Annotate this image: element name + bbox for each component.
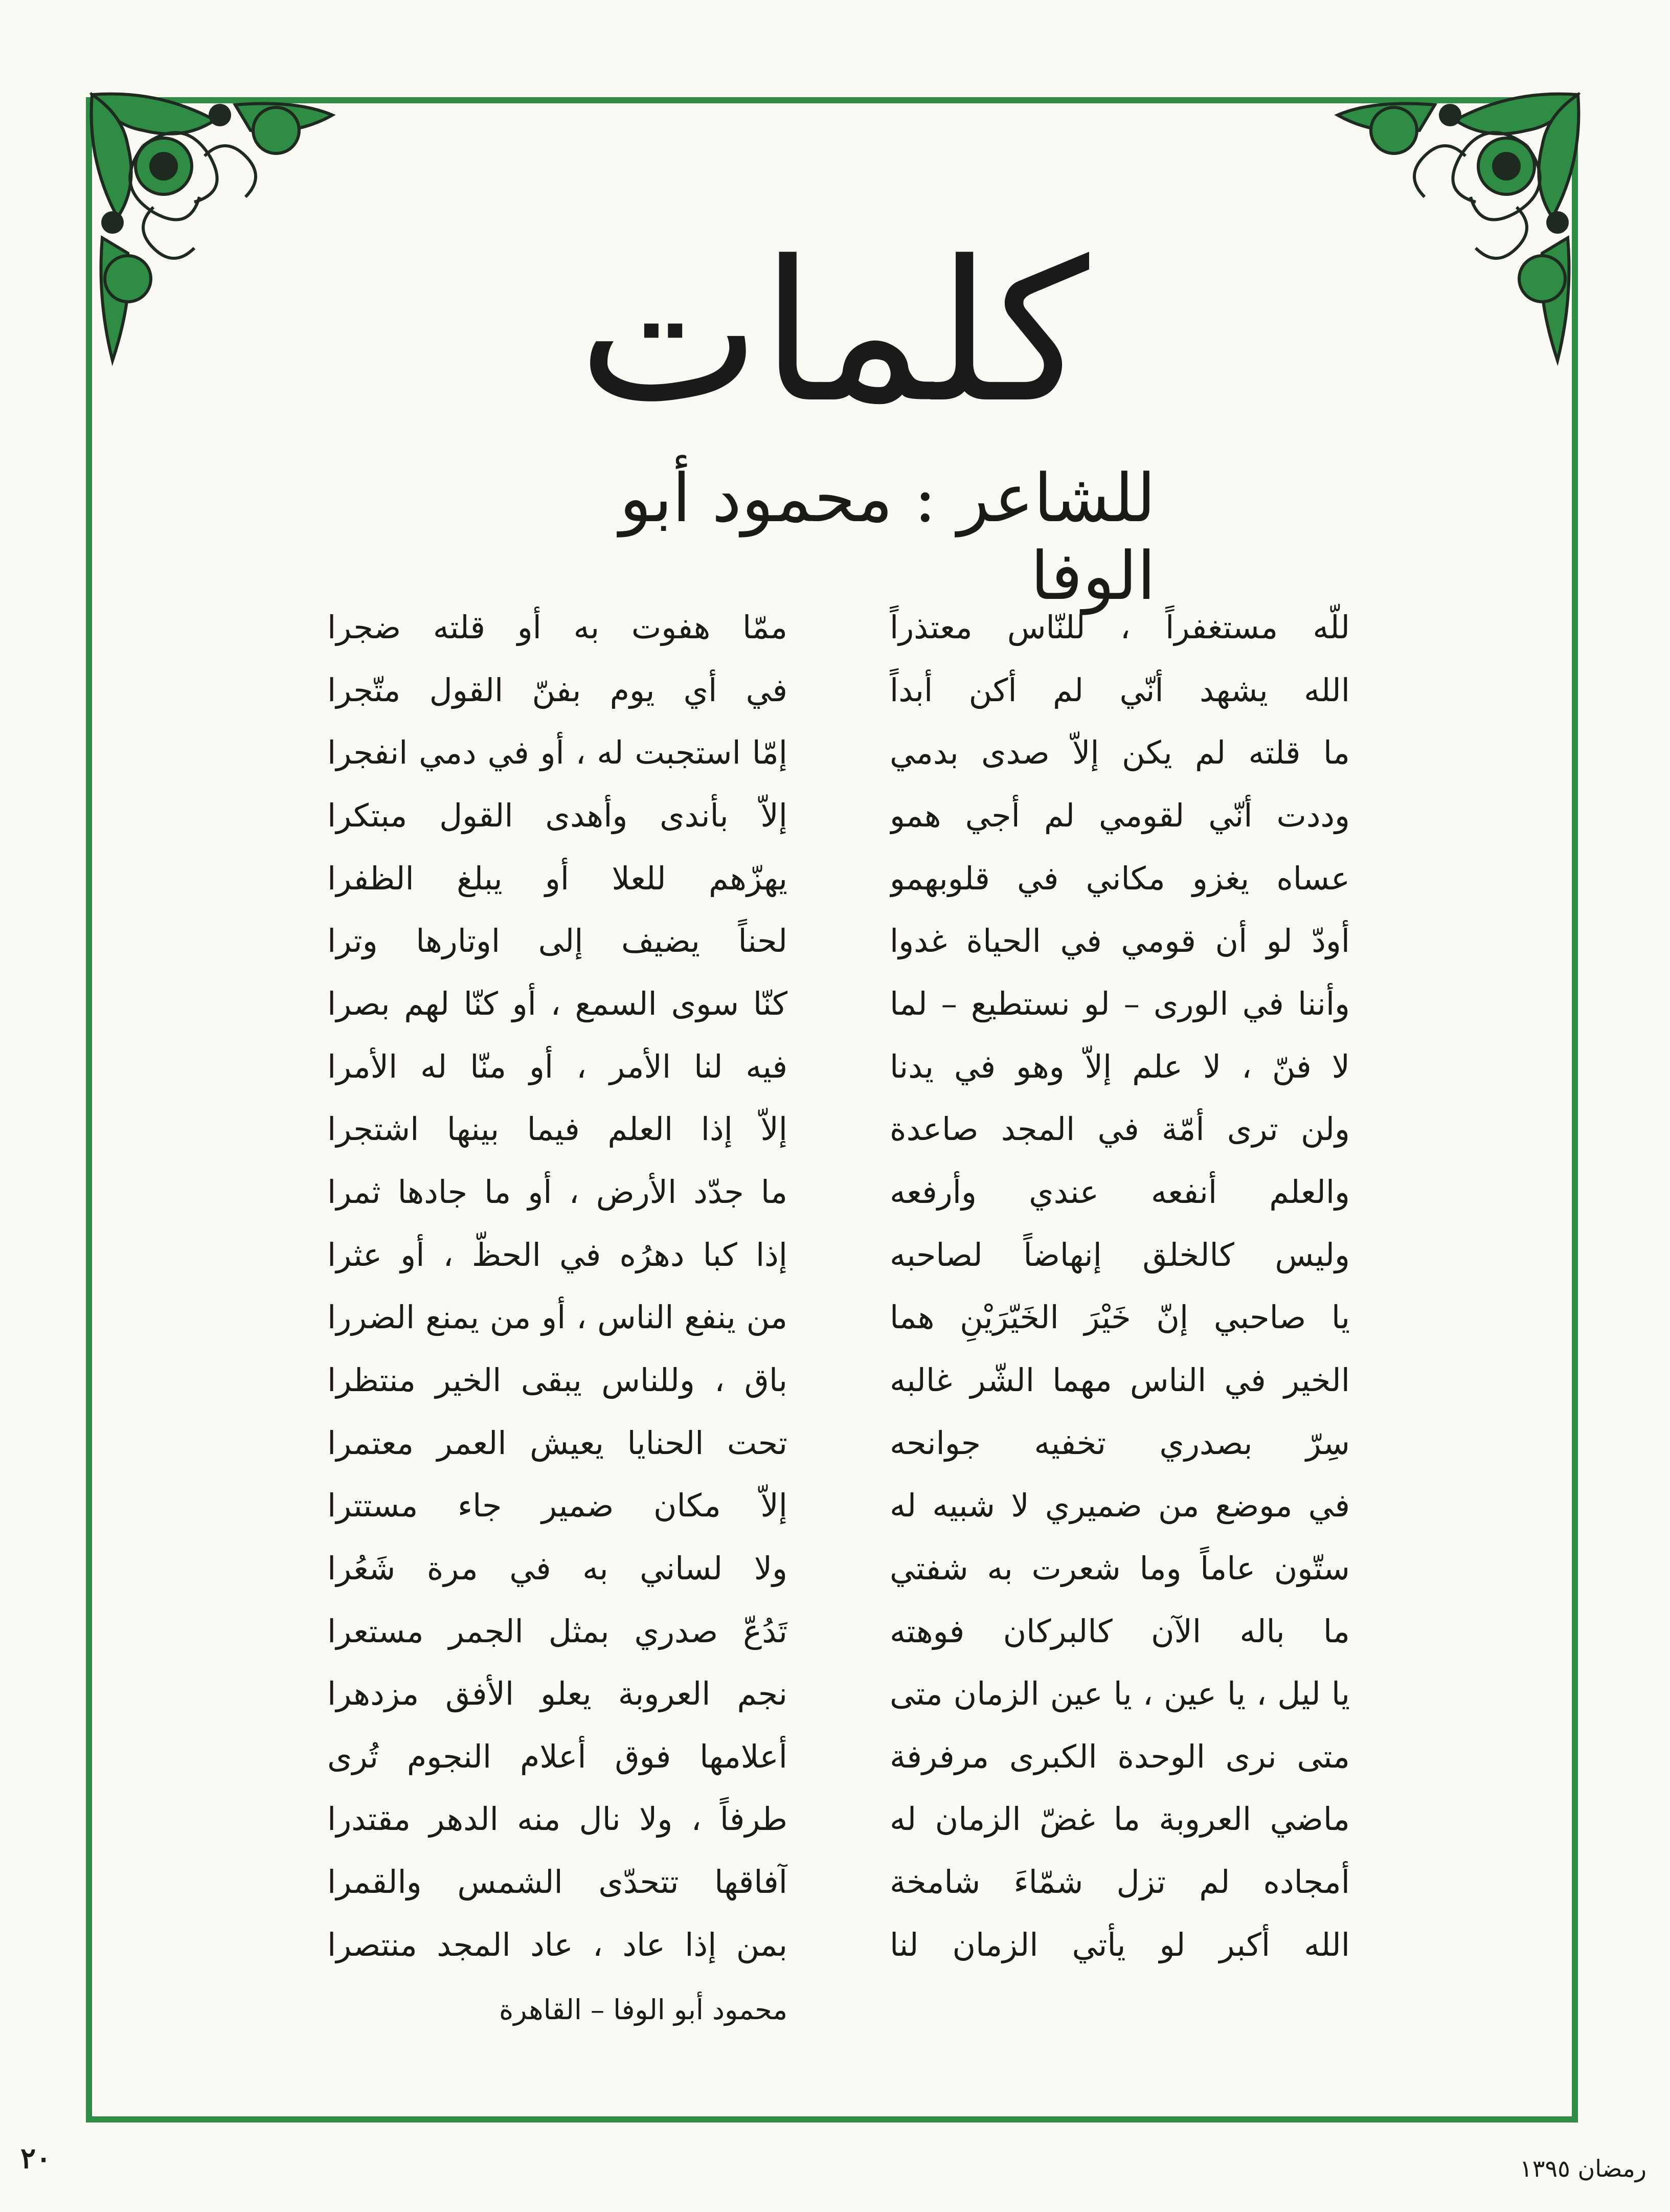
second-hemistich: تَدُعّ صدري بمثل الجمر مستعرا	[327, 1612, 787, 1650]
first-hemistich: للّه مستغفراً ، للنّاس معتذراً	[890, 609, 1350, 646]
floral-corner-ornament-left	[82, 84, 337, 371]
first-hemistich: الله يشهد أنّي لم أكن أبداً	[890, 671, 1350, 709]
second-hemistich: نجم العروبة يعلو الأفق مزدهرا	[327, 1675, 787, 1713]
second-hemistich: بمن إذا عاد ، عاد المجد منتصرا	[327, 1926, 787, 1963]
second-hemistich: آفاقها تتحدّى الشمس والقمرا	[327, 1863, 787, 1901]
second-hemistich: إلاّ مكان ضمير جاء مستترا	[327, 1487, 787, 1525]
poet-byline: للشاعر : محمود أبو الوفا	[619, 459, 1156, 615]
poet-signature: محمود أبو الوفا – القاهرة	[499, 1994, 787, 2026]
verse	[327, 664, 1350, 717]
first-hemistich: الخير في الناس مهما الشّر غالبه	[890, 1361, 1350, 1399]
first-hemistich: ما باله الآن كالبركان فوهته	[890, 1612, 1350, 1650]
floral-corner-ornament-right	[1333, 84, 1588, 371]
second-hemistich: ممّا هفوت به أو قلته ضجرا	[327, 609, 787, 646]
second-hemistich: إلاّ بأندى وأهدى القول مبتكرا	[327, 796, 787, 834]
verse	[327, 1542, 1350, 1595]
second-hemistich: أعلامها فوق أعلام النجوم تُرى	[327, 1737, 787, 1775]
second-hemistich: إلاّ إذا العلم فيما بينها اشتجرا	[327, 1110, 787, 1148]
verse	[327, 1417, 1350, 1470]
first-hemistich: الله أكبر لو يأتي الزمان لنا	[890, 1926, 1350, 1963]
second-hemistich: فيه لنا الأمر ، أو منّا له الأمرا	[327, 1047, 787, 1085]
second-hemistich: ما جدّد الأرض ، أو ما جادها ثمرا	[327, 1173, 787, 1211]
verse	[327, 1228, 1350, 1282]
verse	[327, 1103, 1350, 1156]
first-hemistich: لا فنّ ، لا علم إلاّ وهو في يدنا	[890, 1047, 1350, 1085]
second-hemistich: إذا كبا دهرُه في الحظّ ، أو عثرا	[327, 1236, 787, 1273]
verse	[327, 1354, 1350, 1407]
verse	[327, 1667, 1350, 1721]
verse	[327, 1040, 1350, 1093]
second-hemistich: لحناً يضيف إلى اوتارها وترا	[327, 922, 787, 960]
verse	[327, 1730, 1350, 1783]
first-hemistich: ماضي العروبة ما غضّ الزمان له	[890, 1800, 1350, 1838]
first-hemistich: ما قلته لم يكن إلاّ صدى بدمي	[890, 734, 1350, 772]
verse	[327, 1605, 1350, 1658]
verse	[327, 1918, 1350, 1972]
first-hemistich: أمجاده لم تزل شمّاءَ شامخة	[890, 1863, 1350, 1901]
second-hemistich: كنّا سوى السمع ، أو كنّا لهم بصرا	[327, 985, 787, 1022]
first-hemistich: أودّ لو أن قومي في الحياة غدوا	[890, 922, 1350, 960]
first-hemistich: يا ليل ، يا عين ، يا عين الزمان متى	[890, 1675, 1350, 1713]
first-hemistich: ولن ترى أمّة في المجد صاعدة	[890, 1110, 1350, 1148]
verse	[327, 1166, 1350, 1219]
second-hemistich: في أي يوم بفنّ القول متّجرا	[327, 671, 787, 709]
poem-body	[327, 601, 1350, 1972]
issue-date: رمضان ١٣٩٥	[1520, 2155, 1646, 2182]
first-hemistich: وددت أنّي لقومي لم أجي همو	[890, 796, 1350, 834]
verse	[327, 977, 1350, 1031]
verse	[327, 852, 1350, 905]
second-hemistich: باق ، وللناس يبقى الخير منتظرا	[327, 1361, 787, 1399]
second-hemistich: إمّا استجبت له ، أو في دمي انفجرا	[327, 734, 787, 772]
page-number: ٢٠	[20, 2141, 52, 2175]
first-hemistich: سِرّ بصدري تخفيه جوانحه	[890, 1424, 1350, 1462]
verse	[327, 1479, 1350, 1532]
first-hemistich: وأننا في الورى – لو نستطيع – لما	[890, 985, 1350, 1022]
first-hemistich: وليس كالخلق إنهاضاً لصاحبه	[890, 1236, 1350, 1273]
first-hemistich: في موضع من ضميري لا شبيه له	[890, 1487, 1350, 1525]
verse	[327, 1291, 1350, 1344]
first-hemistich: يا صاحبي إنّ خَيْرَ الخَيّرَيْنِ هما	[890, 1299, 1350, 1336]
first-hemistich: ستّون عاماً وما شعرت به شفتي	[890, 1549, 1350, 1587]
poem-title: كلمات	[578, 219, 1089, 445]
first-hemistich: متى نرى الوحدة الكبرى مرفرفة	[890, 1737, 1350, 1775]
verse	[327, 601, 1350, 654]
verse	[327, 914, 1350, 968]
second-hemistich: تحت الحنايا يعيش العمر معتمرا	[327, 1424, 787, 1462]
verse	[327, 726, 1350, 779]
second-hemistich: من ينفع الناس ، أو من يمنع الضررا	[327, 1299, 787, 1336]
first-hemistich: والعلم أنفعه عندي وأرفعه	[890, 1173, 1350, 1211]
second-hemistich: ولا لساني به في مرة شَعُرا	[327, 1549, 787, 1587]
verse	[327, 789, 1350, 842]
verse	[327, 1856, 1350, 1909]
first-hemistich: عساه يغزو مكاني في قلوبهمو	[890, 859, 1350, 897]
second-hemistich: طرفاً ، ولا نال منه الدهر مقتدرا	[327, 1800, 787, 1838]
verse	[327, 1793, 1350, 1846]
second-hemistich: يهزّهم للعلا أو يبلغ الظفرا	[327, 859, 787, 897]
